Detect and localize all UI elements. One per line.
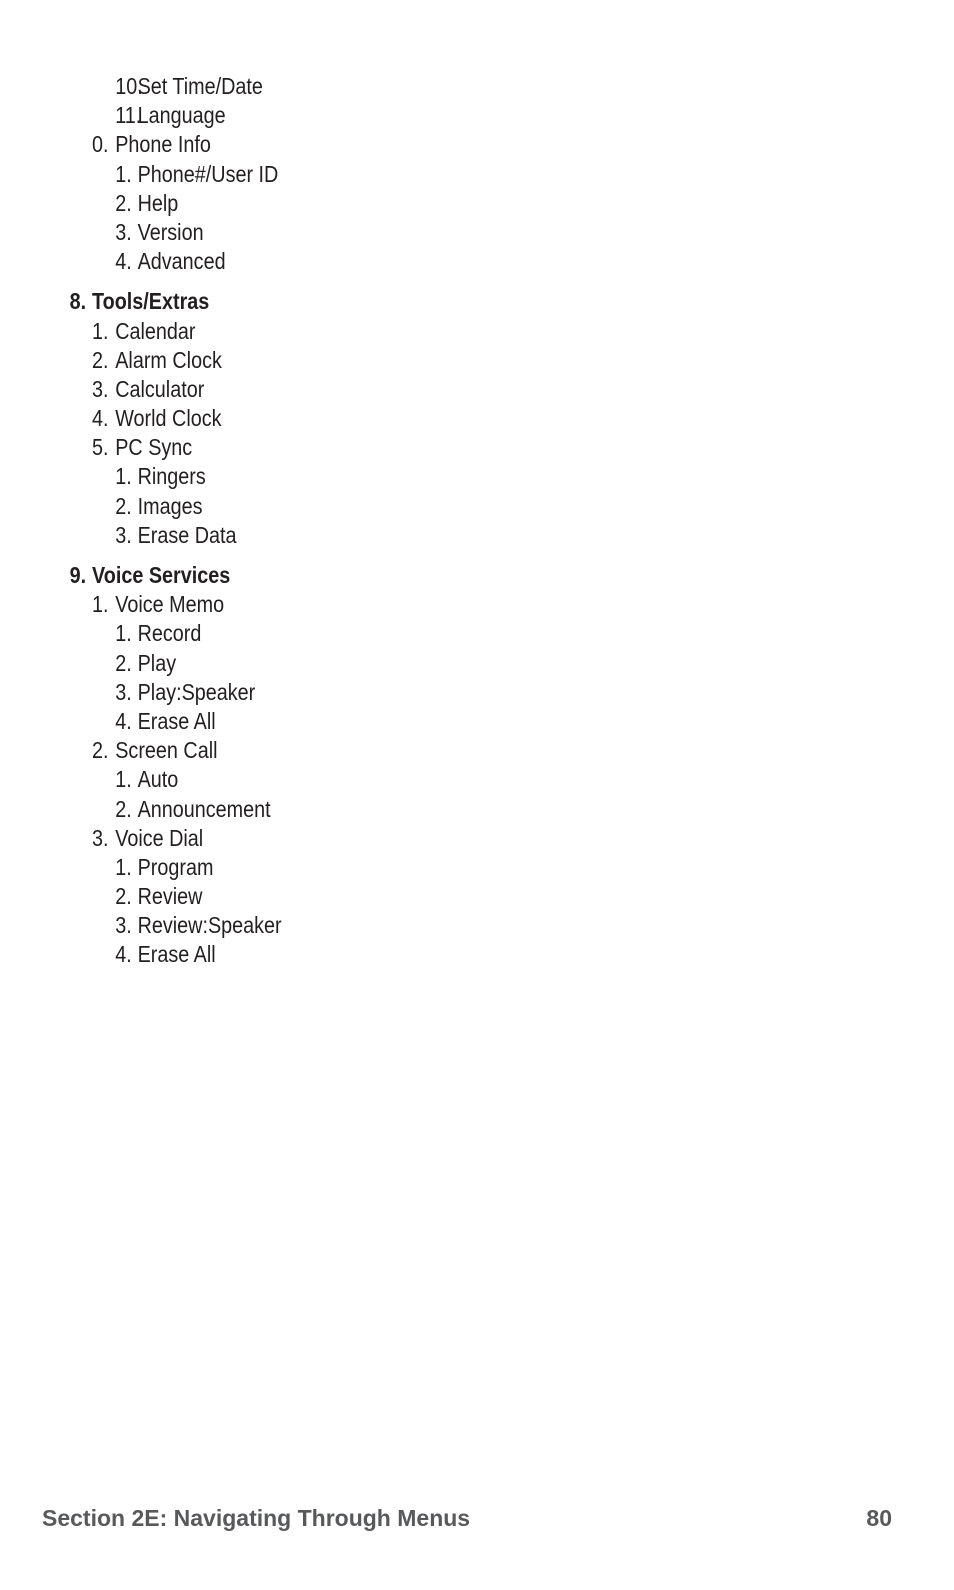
- menu-item: [0, 521, 820, 550]
- menu-item-number: 3.: [115, 678, 132, 705]
- menu-item-number: 2.: [115, 492, 132, 519]
- menu-item-number: 2.: [115, 795, 132, 822]
- menu-item: [0, 795, 820, 824]
- menu-item-number: 2.: [92, 346, 109, 373]
- menu-item: [0, 649, 820, 678]
- menu-item-label: World Clock: [115, 405, 222, 432]
- menu-item-number: 4.: [115, 707, 132, 734]
- page-footer: [42, 1502, 892, 1534]
- menu-heading: [0, 287, 820, 316]
- menu-item-label: Calculator: [115, 375, 205, 402]
- menu-item: [0, 101, 820, 130]
- menu-item-label: Tools/Extras: [92, 288, 210, 315]
- menu-item: [0, 911, 820, 940]
- menu-item-label: Ringers: [137, 463, 206, 490]
- menu-item: [0, 346, 820, 375]
- footer-section-title: Section 2E: Navigating Through Menus: [42, 1505, 471, 1531]
- menu-item-label: Phone Info: [115, 131, 211, 158]
- menu-item-label: Review:Speaker: [137, 912, 282, 939]
- menu-item-label: Erase Data: [137, 521, 237, 548]
- menu-outline: [0, 72, 954, 970]
- menu-item-label: Review: [137, 883, 203, 910]
- menu-item: [0, 824, 820, 853]
- menu-item-label: Alarm Clock: [115, 346, 222, 373]
- menu-item: [0, 72, 820, 101]
- menu-item: [0, 940, 820, 969]
- menu-item-number: 2.: [115, 649, 132, 676]
- menu-item: [0, 707, 820, 736]
- menu-item-number: 9.: [69, 562, 87, 588]
- menu-item-number: 1.: [115, 620, 132, 647]
- menu-item: [0, 247, 820, 276]
- menu-item-number: 1.: [115, 766, 132, 793]
- menu-item: [0, 590, 820, 619]
- menu-item-number: 10.: [115, 73, 143, 99]
- menu-item-label: Help: [137, 189, 179, 216]
- menu-item: [0, 492, 820, 521]
- menu-item-label: Images: [137, 492, 203, 519]
- menu-item-number: 3.: [92, 375, 109, 402]
- menu-item-number: 2.: [115, 883, 132, 910]
- menu-item: [0, 189, 820, 218]
- menu-item-number: 8.: [69, 288, 87, 315]
- menu-item-number: 1.: [115, 853, 132, 880]
- menu-item-label: Record: [137, 620, 202, 647]
- menu-item-label: PC Sync: [115, 434, 193, 461]
- menu-item-number: 3.: [115, 521, 132, 548]
- menu-item-label: Erase All: [137, 707, 216, 734]
- menu-item-label: Phone#/User ID: [137, 160, 279, 187]
- menu-item-label: Language: [137, 102, 226, 129]
- menu-item: [0, 317, 820, 346]
- menu-item-number: 2.: [92, 737, 109, 764]
- menu-item-label: Voice Memo: [115, 591, 225, 618]
- menu-item: [0, 736, 820, 765]
- menu-item: [0, 678, 820, 707]
- menu-item-number: 1.: [115, 463, 132, 490]
- menu-item-label: Play:Speaker: [137, 678, 256, 705]
- menu-item: [0, 404, 820, 433]
- menu-item-label: Erase All: [137, 941, 216, 968]
- menu-item: [0, 160, 820, 189]
- menu-item: [0, 130, 820, 159]
- menu-item-number: 11.: [115, 102, 142, 129]
- menu-item-number: 4.: [115, 248, 132, 275]
- menu-item-number: 1.: [92, 591, 109, 618]
- menu-item-label: Voice Services: [92, 562, 231, 588]
- menu-item-label: Program: [137, 853, 214, 880]
- menu-item: [0, 433, 820, 462]
- menu-item: [0, 882, 820, 911]
- menu-item-number: 2.: [115, 189, 132, 216]
- menu-item-number: 4.: [115, 941, 132, 968]
- menu-item-label: Voice Dial: [115, 824, 204, 851]
- menu-item-number: 5.: [92, 434, 109, 461]
- menu-item-number: 3.: [115, 218, 132, 245]
- menu-item: [0, 375, 820, 404]
- menu-item-label: Auto: [137, 766, 179, 793]
- menu-item: [0, 765, 820, 794]
- menu-item: [0, 218, 820, 247]
- menu-item-label: Announcement: [137, 795, 271, 822]
- menu-item-label: Advanced: [137, 248, 226, 275]
- menu-item-label: Version: [137, 218, 204, 245]
- menu-item-number: 3.: [115, 912, 132, 939]
- menu-item-number: 0.: [92, 131, 109, 158]
- menu-item: [0, 462, 820, 491]
- menu-item-label: Screen Call: [115, 737, 218, 764]
- menu-heading: [0, 561, 820, 590]
- menu-item-number: 1.: [115, 160, 132, 187]
- menu-item: [0, 853, 820, 882]
- page-number: 80: [866, 1505, 892, 1531]
- menu-item-label: Calendar: [115, 317, 196, 344]
- menu-item-number: 4.: [92, 405, 109, 432]
- menu-item: [0, 619, 820, 648]
- menu-item-label: Play: [137, 649, 177, 676]
- menu-item-label: Set Time/Date: [137, 73, 263, 99]
- menu-item-number: 3.: [92, 824, 109, 851]
- menu-item-number: 1.: [92, 317, 109, 344]
